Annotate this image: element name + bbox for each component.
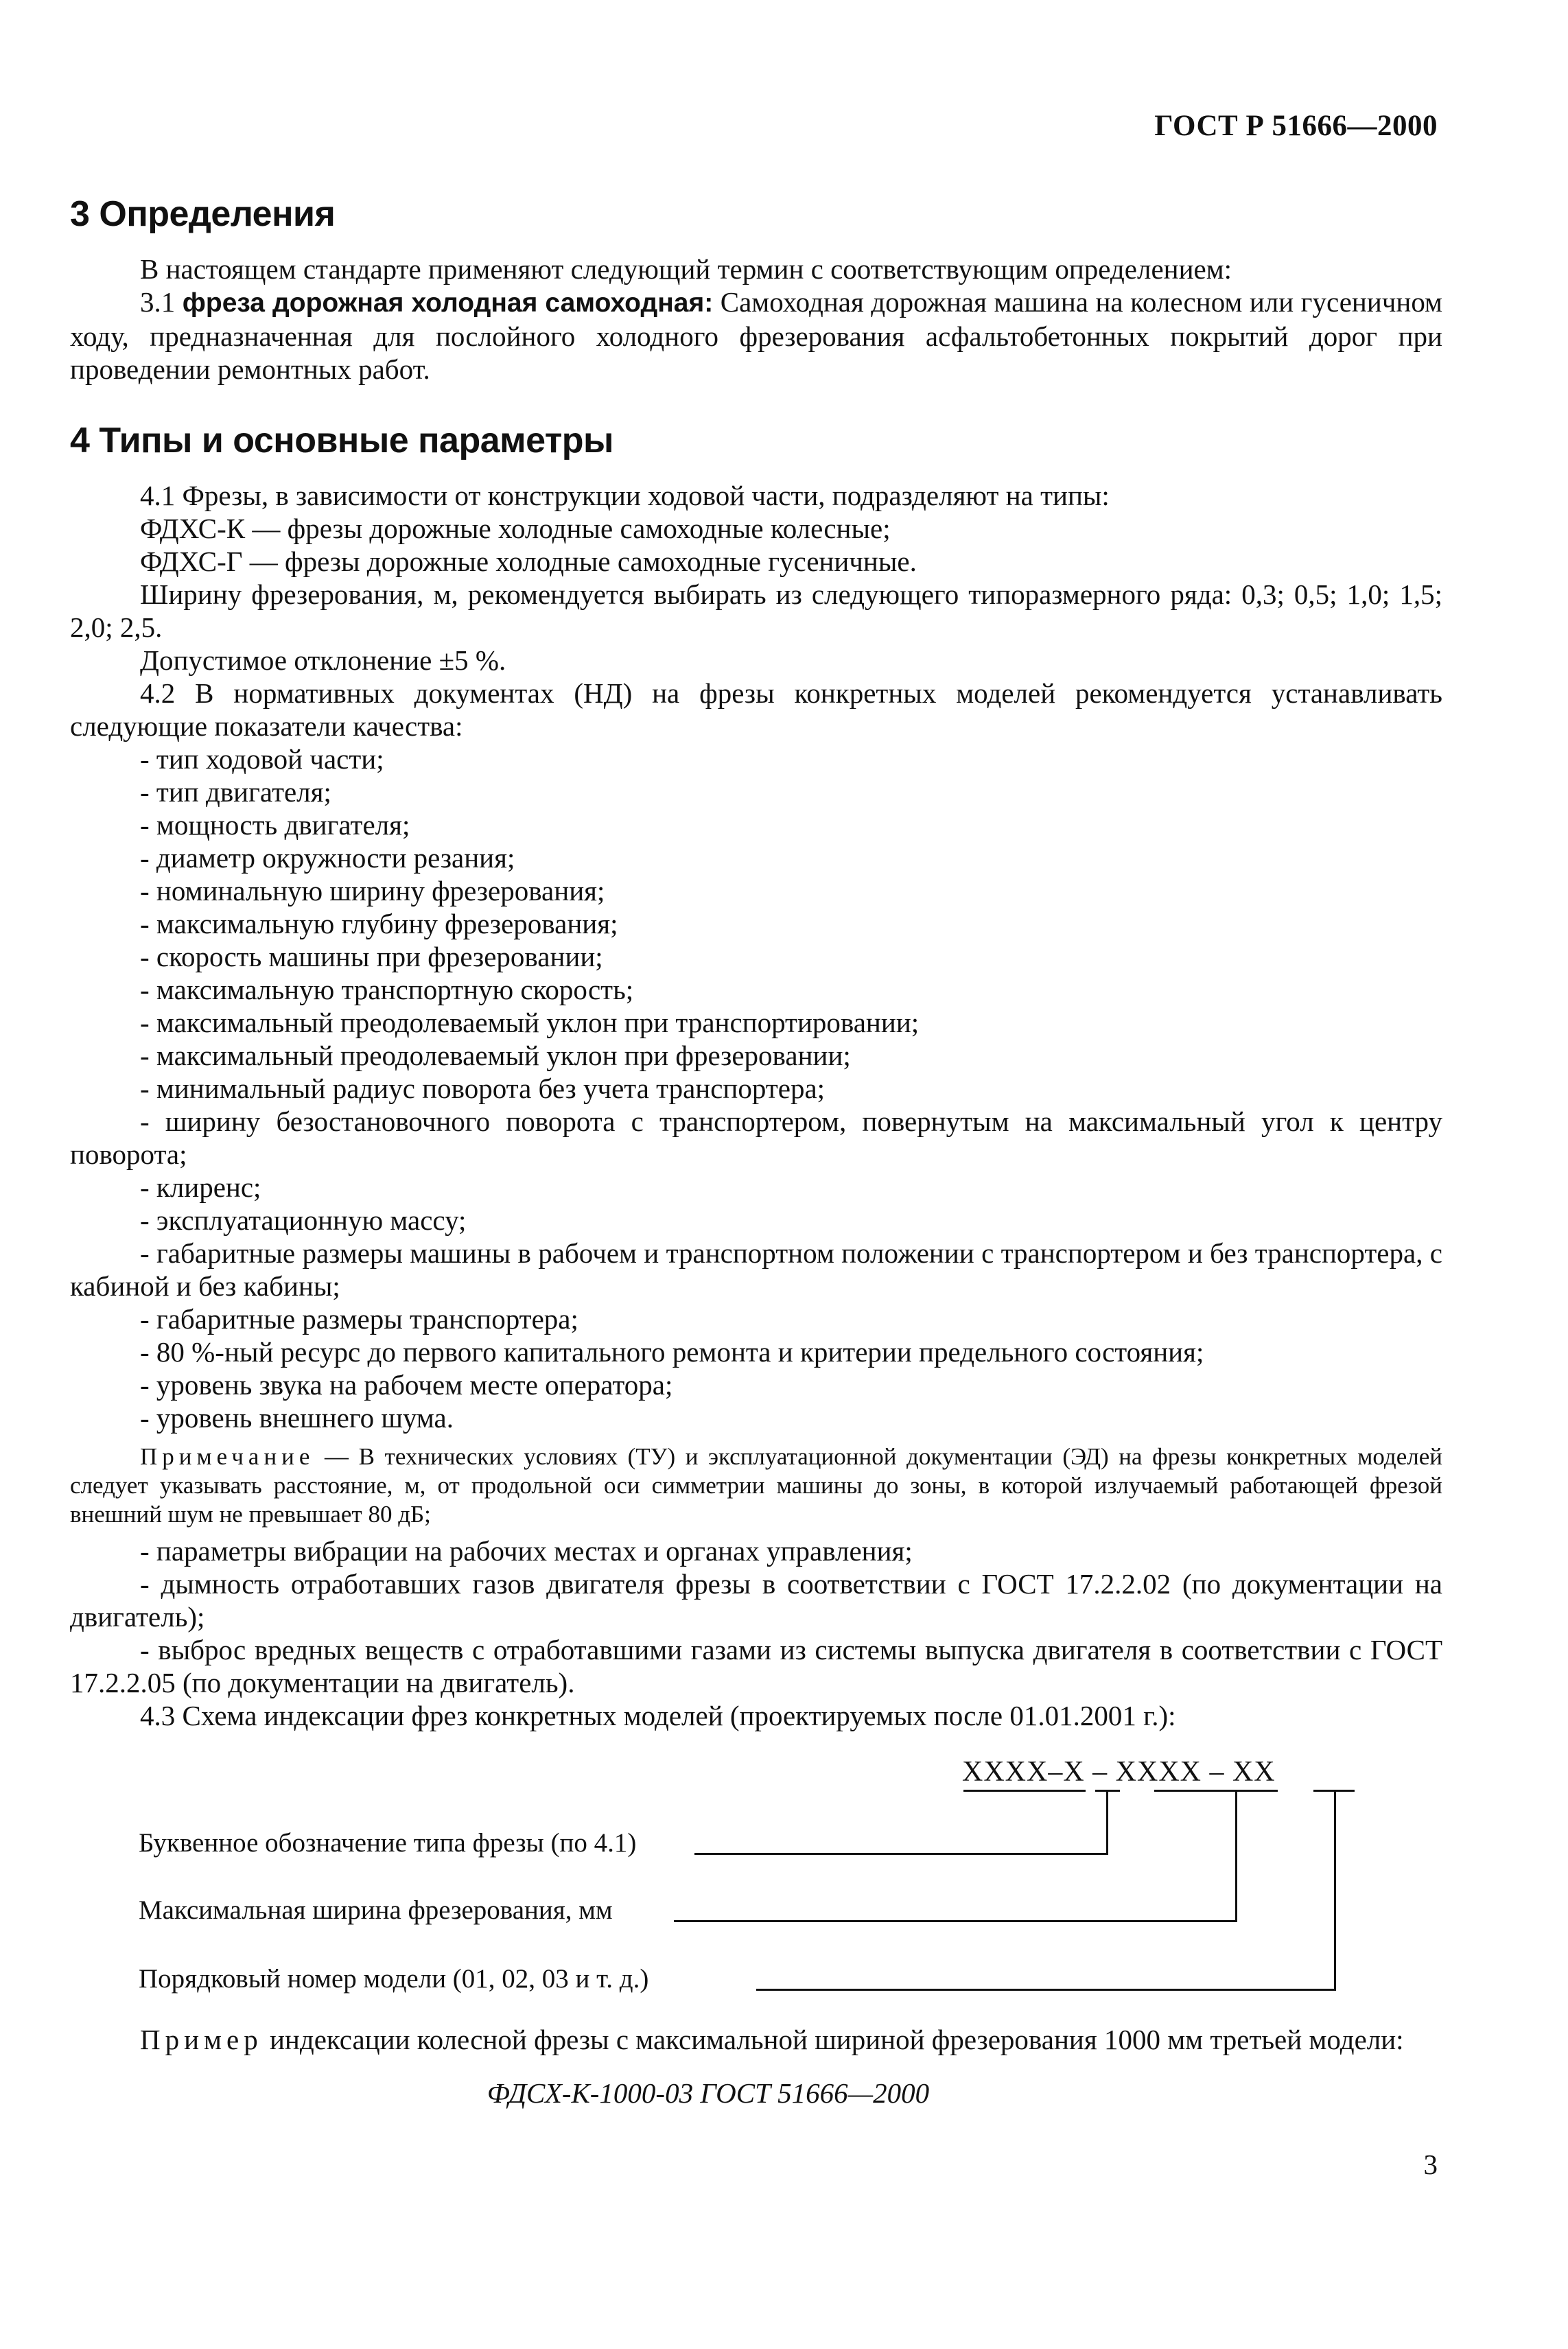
list-item: - выброс вредных веществ с отработавшими газами из системы выпуска двигателя в соответствии с ГОСТ 17.2.2.05 (по документации на двигатель).	[70, 1634, 1442, 1698]
note-text: — В технических условиях (ТУ) и эксплуатационной документации (ЭД) на фрезы конкретных моделей следует указывать расстояние, м, от продольной оси симметрии машины до зоны, в которой излучаемый работающей фрезой внешний шум не превышает 80 дБ;	[70, 1443, 1442, 1528]
list-item: - максимальную глубину фрезерования;	[140, 908, 618, 939]
scheme-label-width: Максимальная ширина фрезерования, мм	[139, 1894, 616, 1927]
leader-width-line	[674, 1920, 1237, 1922]
list-item: - тип двигателя;	[140, 776, 331, 808]
list-item: - минимальный радиус поворота без учета транспортера;	[140, 1073, 826, 1104]
example-label: Пример	[140, 2024, 263, 2055]
list-item: - 80 %-ный ресурс до первого капитального ремонта и критерии предельного состояния;	[140, 1336, 1204, 1368]
indexing-scheme	[70, 1755, 1442, 2002]
list-item: - тип ходовой части;	[140, 743, 384, 775]
leader-number-line	[756, 1989, 1336, 1991]
leader-width	[1235, 1791, 1237, 1921]
list-item: - дымность отработавших газов двигателя фрезы в соответствии с ГОСТ 17.2.2.02 (по документации на двигатель);	[70, 1568, 1442, 1633]
list-item: - ширину безостановочного поворота с транспортером, повернутым на максимальный угол к центру поворота;	[70, 1106, 1442, 1170]
additional-indicators-list	[70, 1534, 1442, 1699]
standard-header: ГОСТ Р 51666—2000	[1154, 110, 1438, 142]
list-item: - уровень звука на рабочем месте оператора;	[140, 1369, 673, 1401]
list-item: - мощность двигателя;	[140, 809, 410, 841]
scheme-label-number: Порядковый номер модели (01, 02, 03 и т. д.)	[139, 1963, 651, 1996]
list-item: - клиренс;	[140, 1171, 261, 1203]
list-item: - максимальную транспортную скорость;	[140, 974, 634, 1005]
clause-4-1: 4.1 Фрезы, в зависимости от конструкции ходовой части, подразделяют на типы:	[140, 480, 1110, 511]
list-item: - максимальный преодолеваемый уклон при фрезеровании;	[140, 1040, 851, 1071]
leader-number	[1334, 1791, 1336, 1990]
example	[70, 2023, 1442, 2056]
definition-number: 3.1	[140, 286, 183, 318]
list-item: - габаритные размеры транспортера;	[140, 1303, 578, 1335]
quality-indicators-list	[70, 743, 1442, 1434]
code-underline	[963, 1790, 1086, 1792]
scheme-code: ХХХХ–Х – ХХХХ – ХХ	[962, 1756, 1276, 1788]
definition-3-1	[70, 285, 1442, 386]
clause-4-2: 4.2 В нормативных документах (НД) на фрезы конкретных моделей рекомендуется устанавливать следующие показатели качества:	[70, 677, 1442, 742]
page-number: 3	[1423, 2149, 1438, 2180]
leader-type-line	[694, 1853, 1108, 1855]
list-item: - эксплуатационную массу;	[140, 1204, 467, 1236]
list-item: - габаритные размеры машины в рабочем и транспортном положении с транспортером и без транспортера, с кабиной и без кабины;	[70, 1237, 1442, 1302]
section-3-title: 3 Определения	[70, 194, 336, 234]
section-4-title: 4 Типы и основные параметры	[70, 421, 613, 460]
example-formula: ФДСХ-К-1000-03 ГОСТ 51666—2000	[487, 2077, 930, 2109]
definition-term: фреза дорожная холодная самоходная:	[182, 288, 714, 318]
type-fdxs-k: ФДХС-К — фрезы дорожные холодные самоходные колесные;	[140, 513, 891, 544]
page-content	[70, 192, 1442, 2110]
list-item: - скорость машины при фрезеровании;	[140, 941, 603, 972]
section-3-intro: В настоящем стандарте применяют следующий термин с соответствующим определением:	[140, 253, 1232, 285]
code-underline	[1154, 1790, 1278, 1792]
scheme-label-type: Буквенное обозначение типа фрезы (по 4.1)	[139, 1827, 639, 1860]
example-text: индексации колесной фрезы с максимальной шириной фрезерования 1000 мм третьей модели:	[262, 2024, 1404, 2055]
width-row: Ширину фрезерования, м, рекомендуется выбирать из следующего типоразмерного ряда: 0,3; 0,5; 1,0; 1,5; 2,0; 2,5.	[70, 579, 1442, 643]
list-item: - максимальный преодолеваемый уклон при транспортировании;	[140, 1007, 920, 1038]
tolerance: Допустимое отклонение ±5 %.	[140, 644, 506, 676]
leader-type	[1106, 1791, 1108, 1854]
list-item: - параметры вибрации на рабочих местах и органах управления;	[140, 1535, 913, 1567]
list-item: - диаметр окружности резания;	[140, 842, 515, 874]
list-item: - номинальную ширину фрезерования;	[140, 875, 605, 907]
clause-4-3: 4.3 Схема индексации фрез конкретных моделей (проектируемых после 01.01.2001 г.):	[140, 1700, 1176, 1731]
note-label: Примечание	[140, 1443, 315, 1470]
definition-text: Самоходная дорожная машина на колесном или гусеничном ходу, предназначенная для послойного холодного фрезерования асфальтобетонных покрытий дорог при проведении ремонтных работ.	[70, 286, 1442, 385]
type-fdxs-g: ФДХС-Г — фрезы дорожные холодные самоходные гусеничные.	[140, 546, 917, 577]
note	[70, 1442, 1442, 1529]
list-item: - уровень внешнего шума.	[140, 1402, 454, 1434]
